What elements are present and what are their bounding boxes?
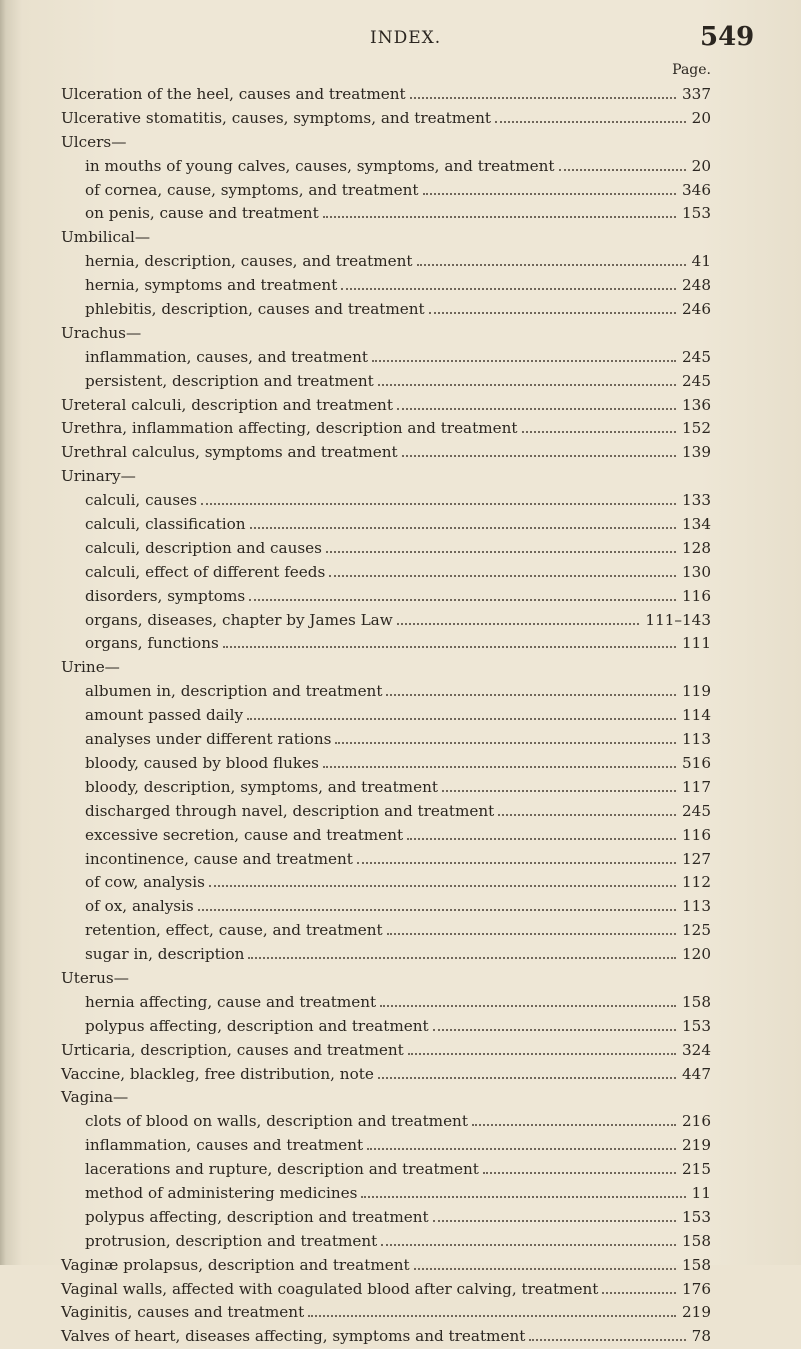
dot-leader bbox=[498, 814, 676, 816]
entry-page-number: 447 bbox=[682, 1064, 711, 1083]
index-entry bbox=[0, 1086, 801, 1110]
dot-leader bbox=[408, 1053, 676, 1055]
entry-page-number: 41 bbox=[691, 252, 711, 271]
entry-text: protrusion, description and treatment bbox=[85, 1231, 378, 1250]
entry-page-number: 133 bbox=[682, 491, 711, 510]
index-entry bbox=[0, 1301, 801, 1325]
index-subentry bbox=[0, 776, 801, 800]
index-subentry bbox=[0, 632, 801, 656]
index-entry bbox=[0, 465, 801, 489]
index-subentry bbox=[0, 179, 801, 203]
dot-leader bbox=[209, 885, 676, 887]
entry-page-number: 324 bbox=[682, 1040, 711, 1059]
index-subentry bbox=[0, 1182, 801, 1206]
entry-page-number: 346 bbox=[682, 180, 711, 199]
index-subentry bbox=[0, 1206, 801, 1230]
dot-leader bbox=[407, 838, 676, 840]
index-entry bbox=[0, 394, 801, 418]
index-entry bbox=[0, 1254, 801, 1278]
index-entry bbox=[0, 441, 801, 465]
index-entry bbox=[0, 1278, 801, 1302]
page-column-heading: Page. bbox=[672, 62, 711, 78]
index-subentry bbox=[0, 752, 801, 776]
entry-text: Ulcerative stomatitis, causes, symptoms, and treatment bbox=[61, 108, 492, 127]
dot-leader bbox=[247, 718, 676, 720]
entry-page-number: 246 bbox=[682, 300, 711, 319]
entry-text: persistent, description and treatment bbox=[85, 371, 374, 390]
entry-page-number: 125 bbox=[682, 921, 711, 940]
index-subentry bbox=[0, 250, 801, 274]
index-subentry bbox=[0, 370, 801, 394]
dot-leader bbox=[387, 933, 676, 935]
entry-text: Ureteral calculi, description and treatment bbox=[61, 395, 393, 414]
dot-leader bbox=[529, 1339, 686, 1341]
entry-text: organs, functions bbox=[85, 634, 219, 653]
index-subentry bbox=[0, 1158, 801, 1182]
entry-page-number: 136 bbox=[682, 395, 711, 414]
dot-leader bbox=[414, 1268, 676, 1270]
entry-text: Vaginal walls, affected with coagulated blood after calving, treatment bbox=[61, 1279, 599, 1298]
index-subentry bbox=[0, 561, 801, 585]
dot-leader bbox=[323, 216, 676, 218]
entry-text: Valves of heart, diseases affecting, symptoms and treatment bbox=[61, 1327, 526, 1346]
dot-leader bbox=[397, 623, 639, 625]
entry-page-number: 114 bbox=[682, 706, 711, 725]
index-subentry bbox=[0, 609, 801, 633]
entry-text: Ulceration of the heel, causes and treatment bbox=[61, 85, 406, 103]
dot-leader bbox=[433, 1220, 676, 1222]
entry-page-number: 112 bbox=[682, 873, 711, 892]
entry-page-number: 111 bbox=[682, 634, 711, 653]
dot-leader bbox=[248, 957, 676, 959]
dot-leader bbox=[483, 1172, 676, 1174]
entry-text: method of administering medicines bbox=[85, 1183, 358, 1202]
entry-page-number: 113 bbox=[682, 897, 711, 916]
dot-leader bbox=[308, 1315, 676, 1317]
dot-leader bbox=[378, 384, 676, 386]
entry-page-number: 216 bbox=[682, 1112, 711, 1131]
index-subentry bbox=[0, 704, 801, 728]
entry-text: inflammation, causes and treatment bbox=[85, 1136, 364, 1155]
entry-page-number: 215 bbox=[682, 1160, 711, 1179]
entry-page-number: 153 bbox=[682, 204, 711, 223]
entry-text: incontinence, cause and treatment bbox=[85, 849, 353, 868]
index-entry bbox=[0, 322, 801, 346]
index-entry bbox=[0, 83, 801, 107]
dot-leader bbox=[329, 575, 676, 577]
entry-text: disorders, symptoms bbox=[85, 586, 246, 605]
entry-page-number: 153 bbox=[682, 1016, 711, 1035]
index-subentry bbox=[0, 800, 801, 824]
entry-page-number: 120 bbox=[682, 945, 711, 964]
entry-page-number: 113 bbox=[682, 730, 711, 749]
dot-leader bbox=[223, 646, 676, 648]
entry-text: Urinary— bbox=[61, 467, 136, 486]
entry-text: Urticaria, description, causes and treatment bbox=[61, 1040, 404, 1059]
entry-page-number: 516 bbox=[682, 753, 711, 772]
dot-leader bbox=[417, 264, 686, 266]
entry-text: bloody, description, symptoms, and treatment bbox=[85, 777, 438, 796]
index-subentry bbox=[0, 346, 801, 370]
index-subentry bbox=[0, 585, 801, 609]
entry-page-number: 130 bbox=[682, 562, 711, 581]
entry-page-number: 78 bbox=[691, 1327, 711, 1346]
entry-text: polypus affecting, description and treatment bbox=[85, 1207, 429, 1226]
entry-text: of cornea, cause, symptoms, and treatment bbox=[85, 180, 419, 199]
entry-page-number: 245 bbox=[682, 347, 711, 366]
entry-page-number: 176 bbox=[682, 1279, 711, 1298]
entry-page-number: 158 bbox=[682, 1255, 711, 1274]
index-entry-list bbox=[0, 83, 801, 1349]
dot-leader bbox=[250, 527, 676, 529]
entry-text: of ox, analysis bbox=[85, 897, 194, 916]
entry-text: Uterus— bbox=[61, 968, 129, 987]
entry-text: Ulcers— bbox=[61, 132, 127, 151]
index-subentry bbox=[0, 680, 801, 704]
index-subentry bbox=[0, 202, 801, 226]
page-number: 549 bbox=[700, 22, 755, 52]
index-subentry bbox=[0, 919, 801, 943]
entry-text: calculi, description and causes bbox=[85, 538, 322, 557]
dot-leader bbox=[429, 312, 676, 314]
entry-page-number: 158 bbox=[682, 992, 711, 1011]
index-subentry bbox=[0, 1015, 801, 1039]
entry-text: bloody, caused by blood flukes bbox=[85, 753, 319, 772]
dot-leader bbox=[397, 408, 676, 410]
entry-text: phlebitis, description, causes and treatment bbox=[85, 300, 425, 319]
index-subentry bbox=[0, 991, 801, 1015]
entry-text: Urachus— bbox=[61, 323, 142, 342]
dot-leader bbox=[423, 193, 676, 195]
entry-text: inflammation, causes, and treatment bbox=[85, 347, 368, 366]
index-entry bbox=[0, 1039, 801, 1063]
dot-leader bbox=[367, 1148, 676, 1150]
index-subentry bbox=[0, 824, 801, 848]
index-entry bbox=[0, 107, 801, 131]
entry-text: sugar in, description bbox=[85, 945, 245, 964]
index-entry bbox=[0, 131, 801, 155]
dot-leader bbox=[249, 599, 676, 601]
dot-leader bbox=[378, 1077, 676, 1079]
entry-text: analyses under different rations bbox=[85, 730, 332, 749]
dot-leader bbox=[522, 431, 676, 433]
entry-text: of cow, analysis bbox=[85, 873, 205, 892]
entry-page-number: 20 bbox=[691, 108, 711, 127]
entry-text: in mouths of young calves, causes, symptoms, and treatment bbox=[85, 156, 555, 175]
entry-text: albumen in, description and treatment bbox=[85, 682, 383, 701]
entry-page-number: 128 bbox=[682, 538, 711, 557]
entry-text: Vagina— bbox=[61, 1088, 129, 1107]
entry-page-number: 11 bbox=[691, 1183, 711, 1202]
entry-text: Umbilical— bbox=[61, 228, 151, 247]
entry-page-number: 219 bbox=[682, 1303, 711, 1322]
entry-text: Urethra, inflammation affecting, description and treatment bbox=[61, 419, 518, 438]
index-entry bbox=[0, 656, 801, 680]
entry-text: Vaginæ prolapsus, description and treatment bbox=[61, 1255, 410, 1274]
index-subentry bbox=[0, 848, 801, 872]
entry-page-number: 117 bbox=[682, 777, 711, 796]
entry-text: discharged through navel, description and treatment bbox=[85, 801, 495, 820]
dot-leader bbox=[335, 742, 676, 744]
dot-leader bbox=[386, 694, 676, 696]
entry-text: hernia affecting, cause and treatment bbox=[85, 992, 377, 1011]
entry-text: organs, diseases, chapter by James Law bbox=[85, 610, 393, 629]
entry-text: Vaginitis, causes and treatment bbox=[61, 1303, 305, 1322]
entry-page-number: 127 bbox=[682, 849, 711, 868]
index-entry bbox=[0, 226, 801, 250]
running-head: INDEX. bbox=[370, 28, 442, 48]
dot-leader bbox=[472, 1124, 676, 1126]
entry-page-number: 158 bbox=[682, 1231, 711, 1250]
entry-page-number: 139 bbox=[682, 443, 711, 462]
dot-leader bbox=[433, 1029, 676, 1031]
index-subentry bbox=[0, 1134, 801, 1158]
dot-leader bbox=[602, 1292, 676, 1294]
entry-page-number: 245 bbox=[682, 801, 711, 820]
index-entry bbox=[0, 1063, 801, 1087]
entry-text: retention, effect, cause, and treatment bbox=[85, 921, 383, 940]
entry-page-number: 337 bbox=[682, 85, 711, 103]
entry-page-number: 119 bbox=[682, 682, 711, 701]
entry-text: hernia, description, causes, and treatment bbox=[85, 252, 413, 271]
index-subentry bbox=[0, 1110, 801, 1134]
dot-leader bbox=[361, 1196, 686, 1198]
entry-text: amount passed daily bbox=[85, 706, 244, 725]
entry-page-number: 111–143 bbox=[645, 610, 711, 629]
dot-leader bbox=[495, 121, 686, 123]
entry-page-number: 152 bbox=[682, 419, 711, 438]
entry-page-number: 116 bbox=[682, 586, 711, 605]
index-subentry bbox=[0, 513, 801, 537]
dot-leader bbox=[381, 1244, 676, 1246]
entry-text: on penis, cause and treatment bbox=[85, 204, 319, 223]
entry-text: polypus affecting, description and treatment bbox=[85, 1016, 429, 1035]
entry-page-number: 153 bbox=[682, 1207, 711, 1226]
dot-leader bbox=[410, 97, 676, 99]
entry-page-number: 219 bbox=[682, 1136, 711, 1155]
index-entry bbox=[0, 1325, 801, 1349]
dot-leader bbox=[326, 551, 676, 553]
dot-leader bbox=[372, 360, 676, 362]
dot-leader bbox=[198, 909, 676, 911]
dot-leader bbox=[357, 862, 676, 864]
index-subentry bbox=[0, 298, 801, 322]
index-entry bbox=[0, 417, 801, 441]
dot-leader bbox=[402, 455, 676, 457]
page-header bbox=[0, 22, 801, 52]
entry-page-number: 134 bbox=[682, 515, 711, 534]
index-subentry bbox=[0, 943, 801, 967]
dot-leader bbox=[442, 790, 676, 792]
dot-leader bbox=[323, 766, 676, 768]
entry-text: hernia, symptoms and treatment bbox=[85, 276, 338, 295]
entry-text: excessive secretion, cause and treatment bbox=[85, 825, 404, 844]
index-subentry bbox=[0, 1230, 801, 1254]
entry-text: Urine— bbox=[61, 658, 120, 677]
entry-text: Urethral calculus, symptoms and treatment bbox=[61, 443, 398, 462]
index-subentry bbox=[0, 537, 801, 561]
entry-text: calculi, effect of different feeds bbox=[85, 562, 326, 581]
dot-leader bbox=[201, 503, 676, 505]
dot-leader bbox=[559, 169, 686, 171]
index-subentry bbox=[0, 728, 801, 752]
index-subentry bbox=[0, 155, 801, 179]
entry-page-number: 116 bbox=[682, 825, 711, 844]
entry-page-number: 245 bbox=[682, 371, 711, 390]
entry-page-number: 20 bbox=[691, 156, 711, 175]
index-entry bbox=[0, 967, 801, 991]
entry-text: lacerations and rupture, description and treatment bbox=[85, 1160, 479, 1179]
index-subentry bbox=[0, 871, 801, 895]
dot-leader bbox=[380, 1005, 676, 1007]
entry-page-number: 248 bbox=[682, 276, 711, 295]
entry-text: calculi, classification bbox=[85, 515, 246, 534]
dot-leader bbox=[341, 288, 676, 290]
index-subentry bbox=[0, 895, 801, 919]
index-subentry bbox=[0, 274, 801, 298]
entry-text: Vaccine, blackleg, free distribution, note bbox=[61, 1064, 374, 1083]
entry-text: calculi, causes bbox=[85, 491, 197, 510]
entry-text: clots of blood on walls, description and treatment bbox=[85, 1112, 468, 1131]
index-subentry bbox=[0, 489, 801, 513]
